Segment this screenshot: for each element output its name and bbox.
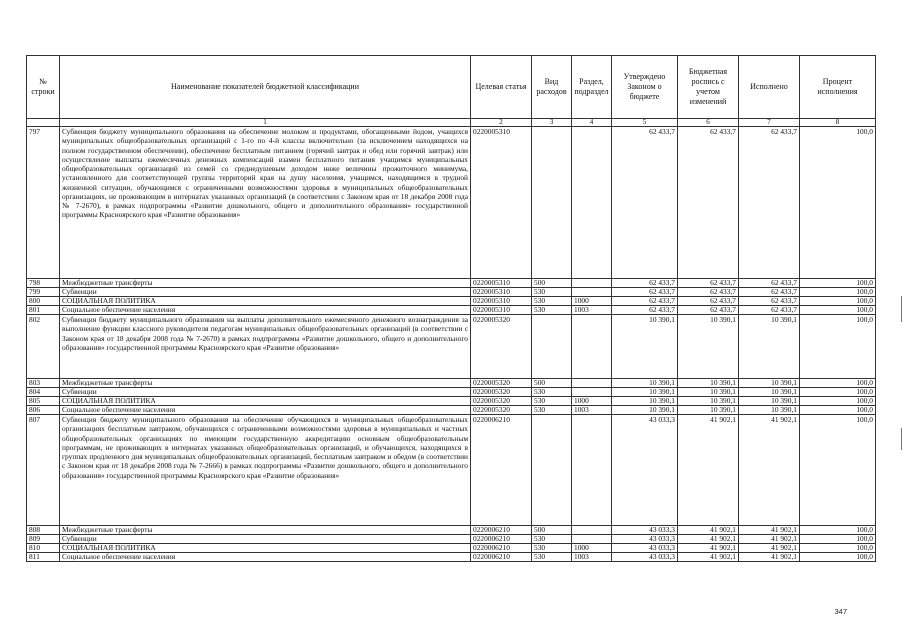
row-number: 809 (27, 535, 60, 544)
row-executed: 10 390,1 (739, 388, 800, 397)
row-name: Социальное обеспечение населения (60, 406, 471, 415)
row-executed: 62 433,7 (739, 127, 800, 279)
header-executed: Исполнено (739, 56, 800, 119)
table-row (27, 526, 876, 535)
row-number: 808 (27, 526, 60, 535)
row-name: Межбюджетные трансферты (60, 279, 471, 288)
row-name: СОЦИАЛЬНАЯ ПОЛИТИКА (60, 397, 471, 406)
row-budget-list: 10 390,1 (678, 388, 739, 397)
row-budget-list: 10 390,1 (678, 315, 739, 379)
row-approved: 43 033,3 (612, 544, 678, 553)
col-number: 7 (739, 119, 800, 127)
row-budget-list: 41 902,1 (678, 553, 739, 562)
row-budget-list: 41 902,1 (678, 535, 739, 544)
row-expense-type: 530 (532, 306, 572, 315)
row-executed: 10 390,1 (739, 397, 800, 406)
row-percent: 100,0 (800, 553, 876, 562)
row-target-article: 0220005320 (471, 406, 532, 415)
row-section (572, 535, 612, 544)
row-name: Субвенции (60, 388, 471, 397)
table-row (27, 288, 876, 297)
table-row (27, 415, 876, 526)
row-name: Субвенция бюджету муниципального образования на выплаты дополнительного ежемесячного денежного вознаграждения за выполнение функции классного руководителя педагогам муниципальных общеобразовательных организаций (в соответствии с Законом края от 18 декабря 2008 года № 7-2670) в рамках подпрограммы «Развитие дошкольного, общего и дополнительного образования» государственной программы Красноярского края «Развитие образования» (60, 315, 471, 379)
row-section: 1000 (572, 544, 612, 553)
row-number: 810 (27, 544, 60, 553)
row-section: 1000 (572, 297, 612, 306)
row-target-article: 0220006210 (471, 415, 532, 526)
row-section (572, 127, 612, 279)
row-number: 798 (27, 279, 60, 288)
row-number: 800 (27, 297, 60, 306)
row-executed: 62 433,7 (739, 288, 800, 297)
row-section (572, 526, 612, 535)
row-expense-type: 530 (532, 544, 572, 553)
row-section: 1003 (572, 406, 612, 415)
table-row (27, 279, 876, 288)
table-row (27, 544, 876, 553)
row-executed: 41 902,1 (739, 544, 800, 553)
row-target-article: 0220005310 (471, 297, 532, 306)
table-row (27, 553, 876, 562)
table-row (27, 297, 876, 306)
row-percent: 100,0 (800, 297, 876, 306)
row-target-article: 0220005320 (471, 315, 532, 379)
row-name: Субвенция бюджету муниципального образования на обеспечение молоком и продуктами, обогащенными йодом, учащихся муниципальных общеобразовательных организаций с 1-го по 4-й классы включительно (за исключением находящихся на полном государственном обеспечении), обеспечение бесплатным питанием (горячий завтрак и обед или горячий завтрак) или осуществление выплаты ежемесячных денежных компенсаций взамен бесплатного питания учащимся муниципальных общеобразовательных организаций из семей со среднедушевым доходом ниже величины прожиточного минимума, установленного для соответствующей группы территорий края на душу населения, учащимся, находящимся в трудной жизненной ситуации, обучающимся с ограниченными возможностями здоровья в муниципальных общеобразовательных организациях, не проживающим в интернатах указанных организаций (в соответствии с Законом края от 18 декабря 2008 года № 7-2670), в рамках подпрограммы «Развитие дошкольного, общего и дополнительного образования» государственной программы Красноярского края «Развитие образования» (60, 127, 471, 279)
row-percent: 100,0 (800, 279, 876, 288)
row-name: Субвенции (60, 535, 471, 544)
column-number-row (27, 119, 876, 127)
row-approved: 10 390,1 (612, 315, 678, 379)
row-percent: 100,0 (800, 535, 876, 544)
row-percent: 100,0 (800, 544, 876, 553)
row-approved: 43 033,3 (612, 415, 678, 526)
row-number: 805 (27, 397, 60, 406)
row-target-article: 0220006210 (471, 553, 532, 562)
row-percent: 100,0 (800, 415, 876, 526)
row-approved: 10 390,1 (612, 397, 678, 406)
row-number: 802 (27, 315, 60, 379)
row-budget-list: 10 390,1 (678, 397, 739, 406)
col-number: 2 (471, 119, 532, 127)
row-target-article: 0220005320 (471, 388, 532, 397)
row-name: Межбюджетные трансферты (60, 379, 471, 388)
row-number: 804 (27, 388, 60, 397)
row-target-article: 0220005320 (471, 379, 532, 388)
header-expense-type: Вид расходов (532, 56, 572, 119)
row-name: СОЦИАЛЬНАЯ ПОЛИТИКА (60, 297, 471, 306)
row-name: Субвенции (60, 288, 471, 297)
row-approved: 10 390,1 (612, 388, 678, 397)
col-number: 6 (678, 119, 739, 127)
row-section (572, 315, 612, 379)
row-section: 1000 (572, 397, 612, 406)
row-target-article: 0220006210 (471, 526, 532, 535)
row-budget-list: 41 902,1 (678, 526, 739, 535)
row-section (572, 279, 612, 288)
header-target-article: Целевая статья (471, 56, 532, 119)
row-executed: 41 902,1 (739, 415, 800, 526)
row-percent: 100,0 (800, 127, 876, 279)
header-name: Наименование показателей бюджетной классификации (60, 56, 471, 119)
row-expense-type: 500 (532, 379, 572, 388)
row-budget-list: 62 433,7 (678, 288, 739, 297)
row-section (572, 388, 612, 397)
table-row (27, 535, 876, 544)
col-number: 4 (572, 119, 612, 127)
table-row (27, 397, 876, 406)
row-expense-type: 500 (532, 279, 572, 288)
table-body (27, 127, 876, 562)
row-executed: 10 390,1 (739, 315, 800, 379)
row-expense-type (532, 315, 572, 379)
row-approved: 10 390,1 (612, 379, 678, 388)
row-budget-list: 41 902,1 (678, 415, 739, 526)
row-executed: 62 433,7 (739, 279, 800, 288)
row-number: 807 (27, 415, 60, 526)
row-budget-list: 10 390,1 (678, 406, 739, 415)
scan-edge-mark (901, 428, 902, 450)
row-target-article: 0220005310 (471, 288, 532, 297)
row-number: 803 (27, 379, 60, 388)
row-executed: 41 902,1 (739, 553, 800, 562)
row-expense-type: 500 (532, 526, 572, 535)
col-number: 8 (800, 119, 876, 127)
table-row (27, 315, 876, 379)
row-target-article: 0220005310 (471, 306, 532, 315)
table-row (27, 306, 876, 315)
row-number: 811 (27, 553, 60, 562)
row-name: Социальное обеспечение населения (60, 306, 471, 315)
row-approved: 62 433,7 (612, 297, 678, 306)
row-target-article: 0220005310 (471, 127, 532, 279)
row-approved: 43 033,3 (612, 526, 678, 535)
row-approved: 62 433,7 (612, 306, 678, 315)
row-number: 797 (27, 127, 60, 279)
table-row (27, 127, 876, 279)
row-executed: 62 433,7 (739, 297, 800, 306)
row-name: Субвенция бюджету муниципального образования на обеспечение обучающихся в муниципальных общеобразовательных организациях бесплатным завтраком, обучающихся с ограниченными возможностями здоровья в муниципальных и частных общеобразовательных организациях по имеющим государственную аккредитацию основным общеобразовательным программам, не проживающих в интернатах указанных общеобразовательных организаций, и обучающихся, находящихся в группах продленного дня муниципальных общеобразовательных организаций, бесплатным завтраком и обедом (в соответствии с Законом края от 18 декабря 2008 года № 7-2666) в рамках подпрограммы «Развитие дошкольного, общего и дополнительного образования» государственной программы Красноярского края «Развитие образования» (60, 415, 471, 526)
row-percent: 100,0 (800, 397, 876, 406)
row-budget-list: 41 902,1 (678, 544, 739, 553)
row-percent: 100,0 (800, 306, 876, 315)
header-approved: Утверждено Законом о бюджете (612, 56, 678, 119)
col-number: 3 (532, 119, 572, 127)
row-name: СОЦИАЛЬНАЯ ПОЛИТИКА (60, 544, 471, 553)
row-budget-list: 62 433,7 (678, 297, 739, 306)
header-budget-list: Бюджетная роспись с учетом изменений (678, 56, 739, 119)
row-budget-list: 10 390,1 (678, 379, 739, 388)
row-executed: 10 390,1 (739, 406, 800, 415)
col-number: 5 (612, 119, 678, 127)
row-approved: 43 033,3 (612, 535, 678, 544)
row-executed: 62 433,7 (739, 306, 800, 315)
col-number-blank (27, 119, 60, 127)
header-section: Раздел, подраздел (572, 56, 612, 119)
scan-edge-mark (901, 296, 902, 322)
budget-execution-table (26, 55, 876, 562)
page-number: 347 (834, 607, 847, 616)
table-header (27, 56, 876, 127)
col-number: 1 (60, 119, 471, 127)
row-budget-list: 62 433,7 (678, 127, 739, 279)
row-section: 1003 (572, 553, 612, 562)
row-budget-list: 62 433,7 (678, 279, 739, 288)
row-expense-type: 530 (532, 397, 572, 406)
row-expense-type (532, 127, 572, 279)
row-target-article: 0220006210 (471, 535, 532, 544)
row-approved: 62 433,7 (612, 288, 678, 297)
row-target-article: 0220005310 (471, 279, 532, 288)
row-percent: 100,0 (800, 315, 876, 379)
table-row (27, 388, 876, 397)
row-expense-type: 530 (532, 388, 572, 397)
row-expense-type (532, 415, 572, 526)
row-approved: 10 390,1 (612, 406, 678, 415)
row-number: 806 (27, 406, 60, 415)
row-percent: 100,0 (800, 406, 876, 415)
row-percent: 100,0 (800, 388, 876, 397)
row-number: 799 (27, 288, 60, 297)
row-expense-type: 530 (532, 535, 572, 544)
row-expense-type: 530 (532, 406, 572, 415)
table-row (27, 379, 876, 388)
row-section: 1003 (572, 306, 612, 315)
row-approved: 62 433,7 (612, 127, 678, 279)
row-expense-type: 530 (532, 297, 572, 306)
row-section (572, 288, 612, 297)
row-target-article: 0220006210 (471, 544, 532, 553)
row-budget-list: 62 433,7 (678, 306, 739, 315)
row-executed: 41 902,1 (739, 535, 800, 544)
row-target-article: 0220005320 (471, 397, 532, 406)
row-approved: 62 433,7 (612, 279, 678, 288)
row-section (572, 415, 612, 526)
row-expense-type: 530 (532, 553, 572, 562)
header-row-no: № строки (27, 56, 60, 119)
row-name: Социальное обеспечение населения (60, 553, 471, 562)
row-section (572, 379, 612, 388)
row-name: Межбюджетные трансферты (60, 526, 471, 535)
header-percent: Процент исполнения (800, 56, 876, 119)
row-executed: 41 902,1 (739, 526, 800, 535)
row-number: 801 (27, 306, 60, 315)
table-row (27, 406, 876, 415)
row-percent: 100,0 (800, 379, 876, 388)
row-percent: 100,0 (800, 526, 876, 535)
row-percent: 100,0 (800, 288, 876, 297)
row-executed: 10 390,1 (739, 379, 800, 388)
row-expense-type: 530 (532, 288, 572, 297)
row-approved: 43 033,3 (612, 553, 678, 562)
